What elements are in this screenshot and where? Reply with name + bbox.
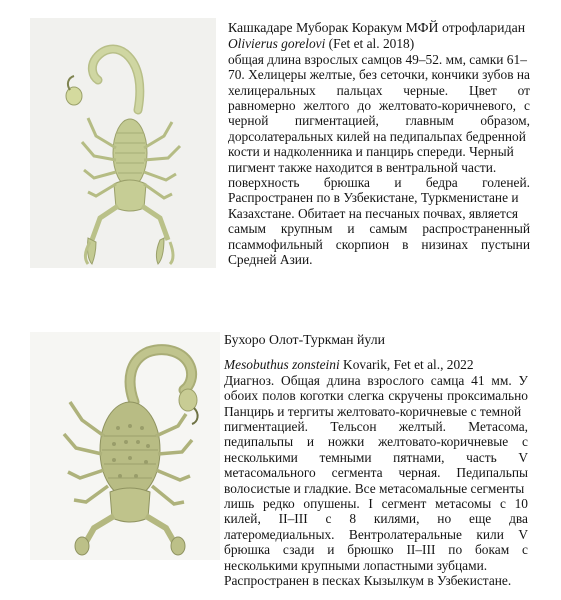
description-line: Распространен по в Узбекистане, Туркменистане и	[228, 190, 519, 206]
species-author: Kovarik, Fet et al., 2022	[339, 357, 474, 373]
description-line: пигмент также находится в вентральной части.	[228, 159, 497, 175]
description-line: черной пигментацией, главным образом,	[228, 113, 530, 129]
species-latin-name: Olivierus gorelovi	[228, 36, 326, 52]
description-line: лишь редко опушены. I сегмент метасомы с 10	[224, 496, 528, 512]
description-line: пигментацией. Тельсон желтый. Метасома,	[224, 419, 528, 435]
description-line: брюшка сзади и брюшко II–III по бокам с	[224, 542, 528, 558]
description-line: самым крупным и самым распространенный	[228, 221, 530, 237]
description-line: волосистые и гладкие. Все метасомальные сегменты	[224, 480, 525, 496]
description-line: Казахстане. Обитает на песчаных почвах, является	[228, 205, 519, 221]
description-line: килей, II–III с 8 килями, но еще два	[224, 511, 528, 527]
species-author: (Fet et al. 2018)	[325, 36, 415, 52]
description-line: латеромедиальных. Вентролатеральные кили V	[224, 526, 528, 542]
species-latin-name: Mesobuthus zonsteini	[224, 357, 340, 373]
description-line: псаммофильный скорпион в низинах пустыни	[228, 236, 530, 252]
location-heading: Бухоро Олот-Туркман йули	[224, 332, 385, 347]
description-line: Средней Азии.	[228, 252, 313, 268]
species-title	[228, 36, 530, 51]
description-line: обоих полов коготки слегка скручены проксимально	[224, 388, 528, 404]
description-line: хелицеральных пальцах черные. Цвет от	[228, 82, 530, 98]
scorpion-photo-olivierus	[30, 18, 216, 268]
species-title	[224, 357, 528, 372]
description-line: несколькими крупными лопастными зубцами.	[224, 557, 488, 573]
scorpion-olivierus-icon	[30, 18, 216, 268]
species-description-2	[224, 332, 528, 589]
description-line: общая длина взрослых самцов 49–52. мм, самки 61–	[228, 51, 527, 67]
species-entry-mesobuthus	[0, 318, 561, 600]
description-line: Диагноз. Общая длина взрослого самца 41 мм. У	[224, 372, 528, 388]
location-heading: Кашкадаре Муборак Коракум МФЙ отрофларидан	[228, 20, 526, 35]
description-line: поверхность брюшка и бедра голеней.	[228, 175, 530, 191]
description-line: педипальпы и ножки желтовато-коричневые с	[224, 434, 528, 450]
description-line: дорсолатеральных килей на педипальпах бедренной	[228, 128, 526, 144]
species-description-1	[228, 20, 530, 268]
description-line: Панцирь и тергиты желтовато-коричневые с темной	[224, 403, 522, 419]
scorpion-photo-mesobuthus	[30, 332, 220, 560]
description-line: Распространен в песках Кызылкум в Узбекистане.	[224, 573, 512, 589]
scorpion-mesobuthus-icon	[30, 332, 220, 560]
description-line: равномерно желтого до желтовато-коричневого, с	[228, 98, 530, 114]
description-line: несколькими темными пятнами, часть V	[224, 449, 528, 465]
description-line: метасомального сегмента черная. Педипальпы	[224, 465, 528, 481]
description-line: кости и надколенника и панцирь спереди. Черный	[228, 144, 514, 160]
description-line: 70. Хелицеры желтые, без сеточки, кончики зубов на	[228, 67, 530, 83]
